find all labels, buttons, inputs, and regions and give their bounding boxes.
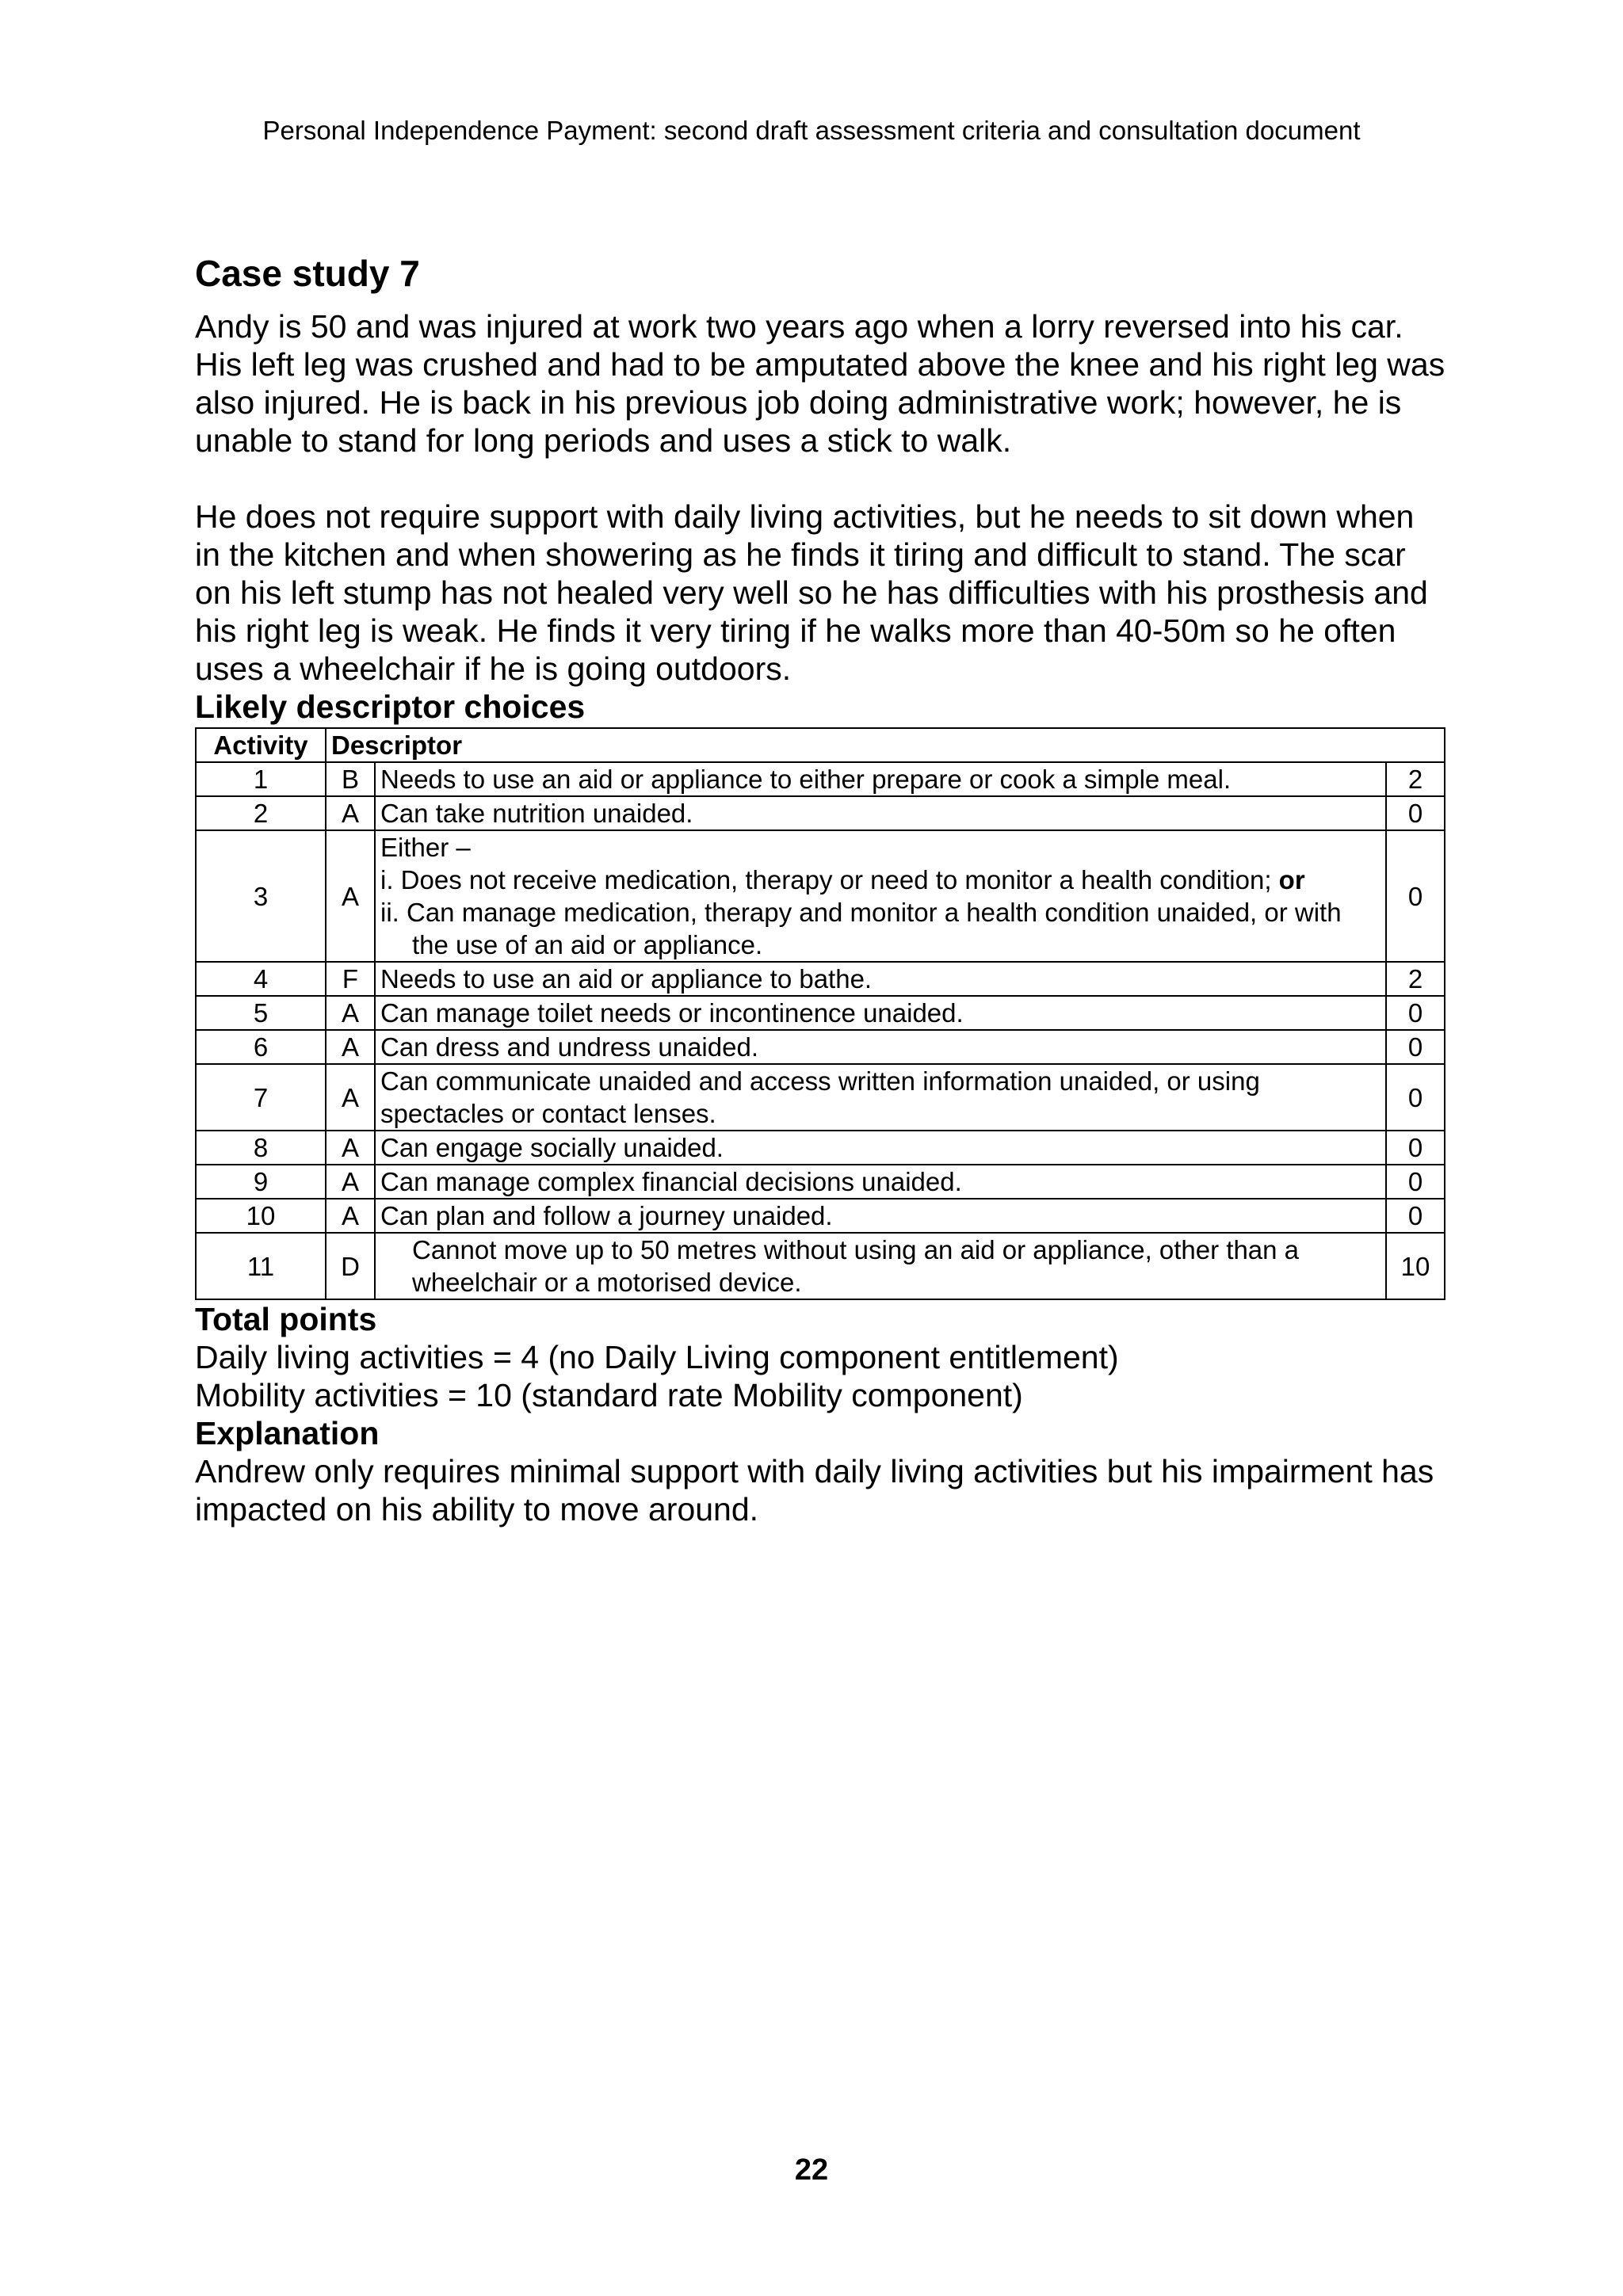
descriptor-points: 0 <box>1386 996 1445 1030</box>
descriptor-letter: A <box>326 1064 375 1131</box>
descriptor-letter: A <box>326 830 375 962</box>
descriptor-text <box>375 1233 1386 1299</box>
table-row <box>196 762 1445 796</box>
table-row <box>196 796 1445 830</box>
table-row <box>196 830 1445 962</box>
descriptor-letter: A <box>326 1165 375 1199</box>
activity-number: 1 <box>196 762 326 796</box>
descriptor-points: 2 <box>1386 962 1445 996</box>
descriptor-text: Can engage socially unaided. <box>375 1131 1386 1165</box>
col-activity: Activity <box>196 728 326 762</box>
descriptor-points: 10 <box>1386 1233 1445 1299</box>
activity-number: 3 <box>196 830 326 962</box>
table-row <box>196 1199 1445 1233</box>
total-daily-living: Daily living activities = 4 (no Daily Living component entitlement) <box>195 1339 1119 1375</box>
descriptor-letter: F <box>326 962 375 996</box>
descriptor-points: 0 <box>1386 1199 1445 1233</box>
table-row <box>196 1064 1445 1131</box>
activity-number: 5 <box>196 996 326 1030</box>
descriptor-points: 0 <box>1386 830 1445 962</box>
descriptor-text: Needs to use an aid or appliance to bathe. <box>375 962 1386 996</box>
table-header-row <box>196 728 1445 762</box>
table-row <box>196 1165 1445 1199</box>
descriptor-text: Can dress and undress unaided. <box>375 1030 1386 1064</box>
descriptor-points: 0 <box>1386 1131 1445 1165</box>
activity-number: 6 <box>196 1030 326 1064</box>
descriptor-text: Can communicate unaided and access written information unaided, or using spectacles or contact lenses. <box>375 1064 1386 1131</box>
case-paragraph-1: Andy is 50 and was injured at work two years ago when a lorry reversed into his car. His left leg was crushed and had to be amputated above the knee and his right leg was also injured. He is back in his previous job doing administrative work; however, he is unable to stand for long periods and uses a stick to walk. <box>195 308 1445 459</box>
table-title: Likely descriptor choices <box>195 688 586 725</box>
table-row <box>196 1030 1445 1064</box>
page-number: 22 <box>794 2153 829 2187</box>
descriptor-table <box>195 727 1445 1300</box>
explanation-title: Explanation <box>195 1415 380 1451</box>
table-row <box>196 996 1445 1030</box>
descriptor-points: 2 <box>1386 762 1445 796</box>
activity-number: 10 <box>196 1199 326 1233</box>
option-i-text: i. Does not receive medication, therapy or need to monitor a health condition; <box>380 865 1272 894</box>
case-title: Case study 7 <box>195 253 420 294</box>
activity-number: 11 <box>196 1233 326 1299</box>
descriptor-letter: A <box>326 996 375 1030</box>
descriptor-points: 0 <box>1386 1165 1445 1199</box>
descriptor-text: Can plan and follow a journey unaided. <box>375 1199 1386 1233</box>
descriptor-text: Can take nutrition unaided. <box>375 796 1386 830</box>
descriptor-letter: A <box>326 1131 375 1165</box>
descriptor-either: Either – <box>380 833 471 862</box>
descriptor-option-i <box>380 864 1381 896</box>
explanation-text: Andrew only requires minimal support with daily living activities but his impairment has impacted on his ability to move around. <box>195 1453 1434 1527</box>
activity-number: 4 <box>196 962 326 996</box>
page-header: Personal Independence Payment: second draft assessment criteria and consultation document <box>262 116 1361 145</box>
descriptor-letter: A <box>326 796 375 830</box>
total-mobility: Mobility activities = 10 (standard rate Mobility component) <box>195 1377 1023 1413</box>
descriptor-points: 0 <box>1386 1064 1445 1131</box>
descriptor-text: Can manage complex financial decisions unaided. <box>375 1165 1386 1199</box>
activity-number: 8 <box>196 1131 326 1165</box>
descriptor-text <box>375 830 1386 962</box>
descriptor-points: 0 <box>1386 1030 1445 1064</box>
descriptor-text-indented: Cannot move up to 50 metres without using an aid or appliance, other than a wheelchair or a motorised device. <box>412 1235 1300 1297</box>
descriptor-letter: D <box>326 1233 375 1299</box>
main-content <box>195 250 1445 1528</box>
descriptor-letter: B <box>326 762 375 796</box>
descriptor-text: Needs to use an aid or appliance to either prepare or cook a simple meal. <box>375 762 1386 796</box>
table-row <box>196 962 1445 996</box>
total-points-title: Total points <box>195 1301 377 1337</box>
descriptor-text: Can manage toilet needs or incontinence unaided. <box>375 996 1386 1030</box>
case-paragraph-2: He does not require support with daily living activities, but he needs to sit down when in the kitchen and when showering as he finds it tiring and difficult to stand. The scar on his left stump has not healed very well so he has difficulties with his prosthesis and his right leg is weak. He finds it very tiring if he walks more than 40-50m so he often uses a wheelchair if he is going outdoors. <box>195 498 1428 687</box>
option-or: or <box>1278 865 1305 894</box>
col-descriptor: Descriptor <box>326 728 1445 762</box>
descriptor-letter: A <box>326 1030 375 1064</box>
descriptor-letter: A <box>326 1199 375 1233</box>
activity-number: 9 <box>196 1165 326 1199</box>
descriptor-points: 0 <box>1386 796 1445 830</box>
table-row <box>196 1233 1445 1299</box>
activity-number: 7 <box>196 1064 326 1131</box>
descriptor-option-ii: ii. Can manage medication, therapy and monitor a health condition unaided, or with the use of an aid or appliance. <box>380 898 1342 959</box>
table-row <box>196 1131 1445 1165</box>
activity-number: 2 <box>196 796 326 830</box>
